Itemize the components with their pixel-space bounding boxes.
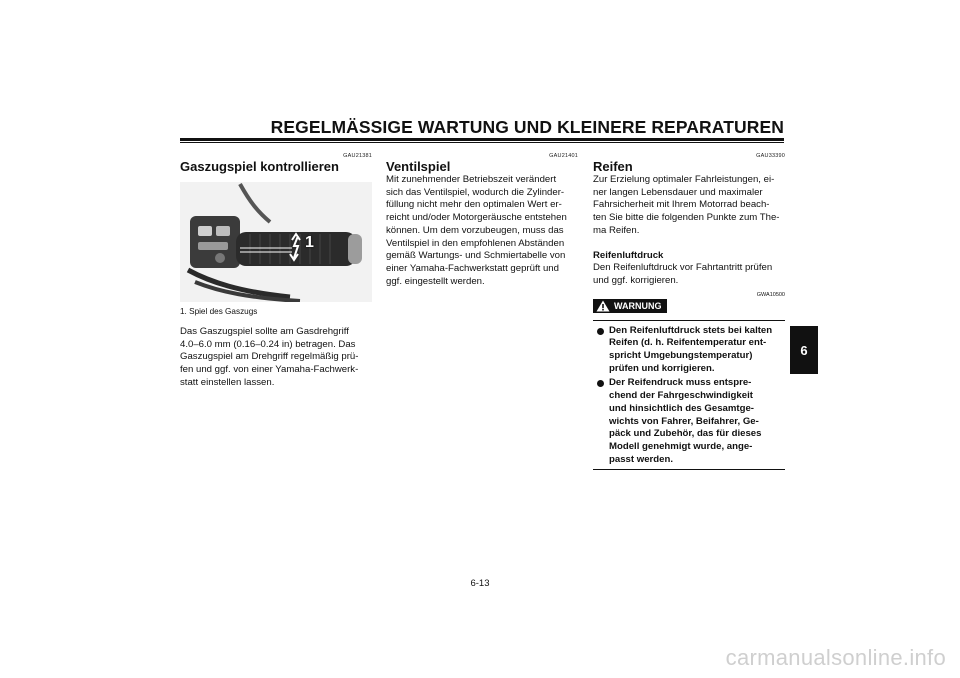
header-rule-thin <box>180 142 784 143</box>
section-heading-throttle: Gaszugspiel kontrollieren <box>180 159 339 174</box>
tire-pressure-body: Den Reifenluftdruck vor Fahrtantritt prüfen und ggf. korrigieren. <box>593 262 773 286</box>
warning-bottom-rule <box>593 469 785 470</box>
bullet-icon <box>597 380 604 387</box>
warning-list <box>593 325 785 467</box>
bullet-icon <box>597 328 604 335</box>
warning-item <box>593 377 785 466</box>
warning-box <box>593 291 785 471</box>
header-rule <box>180 138 784 141</box>
throttle-grip-photo <box>180 182 372 302</box>
section-body-valve: Mit zunehmender Betriebszeit verändert sich das Ventilspiel, wodurch die Zylinder- füllung nicht mehr den optimalen Wert er- reicht und/oder Motorgeräusche entstehen können. Um dem vorzubeugen, muss das Ventilspiel in den empfohlenen Abständen gemäß Wartungs- und Schmiertabelle von einer Yamaha-Fachwerkstatt geprüft und ggf. eingestellt werden. <box>386 174 567 287</box>
section-heading-valve: Ventilspiel <box>386 159 451 174</box>
watermark: carmanualsonline.info <box>725 645 946 670</box>
chapter-tab: 6 <box>790 326 818 374</box>
section-code: GAU21381 <box>343 153 372 159</box>
warning-label-text: WARNUNG <box>614 300 662 311</box>
warning-triangle-icon <box>596 300 610 312</box>
warning-code: GWA10500 <box>756 291 785 298</box>
warning-top-rule <box>593 320 785 321</box>
section-heading-tires: Reifen <box>593 159 633 174</box>
warning-item <box>593 325 785 376</box>
section-body-tires: Zur Erzielung optimaler Fahrleistungen, ei- ner langen Lebensdauer und maximaler Fahrsicherheit mit Ihrem Motorrad beach- ten Sie bitte die folgenden Punkte zum The- ma Reifen. <box>593 174 780 236</box>
photo-caption: 1. Spiel des Gaszugs <box>180 307 258 316</box>
section-code: GAU33390 <box>756 153 785 159</box>
column-valve <box>386 152 578 288</box>
photo-callout-label: 1 <box>305 234 314 251</box>
column-tires <box>593 152 785 470</box>
warning-label <box>593 299 667 313</box>
column-throttle <box>180 152 372 390</box>
warning-item-text: Der Reifendruck muss entspre- chend der Fahrgeschwindigkeit und hinsichtlich des Gesamtge- wichts von Fahrer, Beifahrer, Ge- päck und Zubehör, das für dieses Modell genehmigt wurde, ange- passt werden. <box>609 377 762 465</box>
page-number: 6-13 <box>470 578 490 589</box>
subheading-tire-pressure: Reifenluftdruck <box>593 249 664 261</box>
section-code: GAU21401 <box>549 153 578 159</box>
warning-item-text: Den Reifenluftdruck stets bei kalten Reifen (d. h. Reifentemperatur ent- spricht Umgebungstemperatur) prüfen und korrigieren. <box>609 324 773 374</box>
section-body-throttle: Das Gaszugspiel sollte am Gasdrehgriff 4.0–6.0 mm (0.16–0.24 in) betragen. Das Gaszugspiel am Drehgriff regelmäßig prü- fen und ggf. von einer Yamaha-Fachwerk- statt einstellen lassen. <box>180 326 359 388</box>
chapter-title: REGELMÄSSIGE WARTUNG UND KLEINERE REPARATUREN <box>270 117 784 137</box>
